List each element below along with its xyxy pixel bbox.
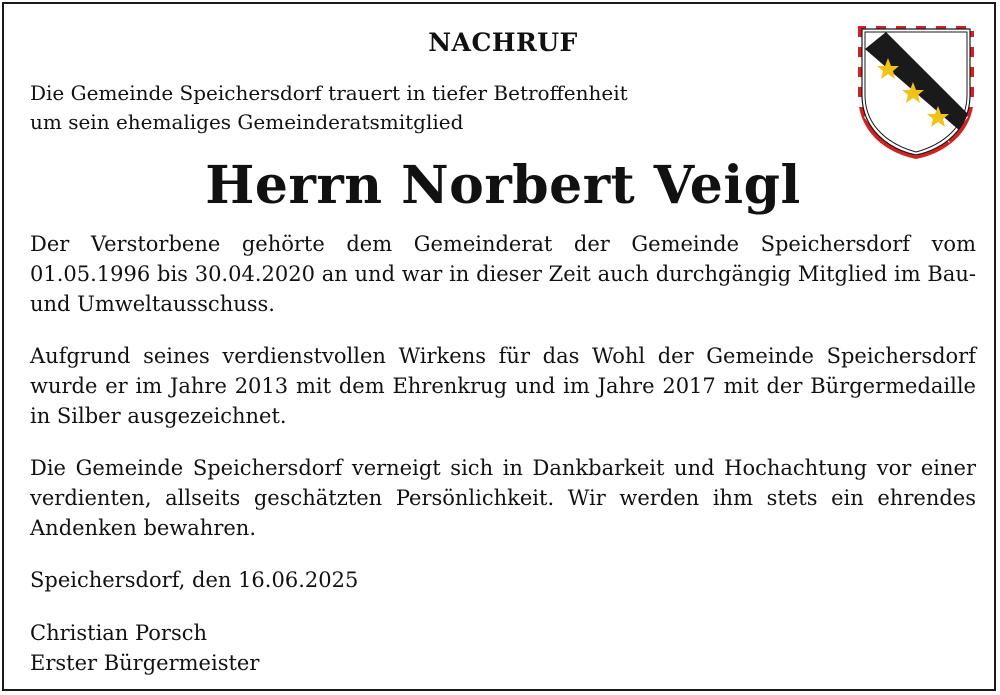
intro-line-2: um sein ehemaliges Gemeinderatsmitglied	[30, 110, 464, 134]
signature-block	[30, 618, 259, 678]
signatory-title: Erster Bürgermeister	[30, 651, 260, 675]
coat-of-arms-icon	[856, 25, 976, 159]
obituary-frame	[2, 2, 996, 691]
paragraph-tribute: Die Gemeinde Speichersdorf verneigt sich in Dankbarkeit und Hochachtung vor einer verdienten, allseits geschätzten Persönlichkeit. Wir werden ihm stets ein ehrendes Andenken bewahren.	[30, 456, 976, 540]
signatory-name: Christian Porsch	[30, 621, 208, 645]
paragraph-honors: Aufgrund seines verdienstvollen Wirkens für das Wohl der Gemeinde Speichersdorf wurde er im Jahre 2013 mit dem Ehrenkrug und im Jahre 2017 mit der Bürgermedaille in Silber ausgezeichnet.	[30, 344, 976, 428]
paragraph-career: Der Verstorbene gehörte dem Gemeinderat der Gemeinde Speichersdorf vom 01.05.1996 bis 30.04.2020 an und war in dieser Zeit auch durchgängig Mitglied im Bau- und Umweltausschuss.	[30, 232, 976, 316]
place-date: Speichersdorf, den 16.06.2025	[30, 568, 359, 592]
intro-line-1: Die Gemeinde Speichersdorf trauert in tiefer Betroffenheit	[30, 81, 628, 105]
intro-text	[30, 79, 790, 137]
deceased-name: Herrn Norbert Veigl	[205, 155, 801, 216]
obituary-heading: NACHRUF	[428, 28, 578, 57]
